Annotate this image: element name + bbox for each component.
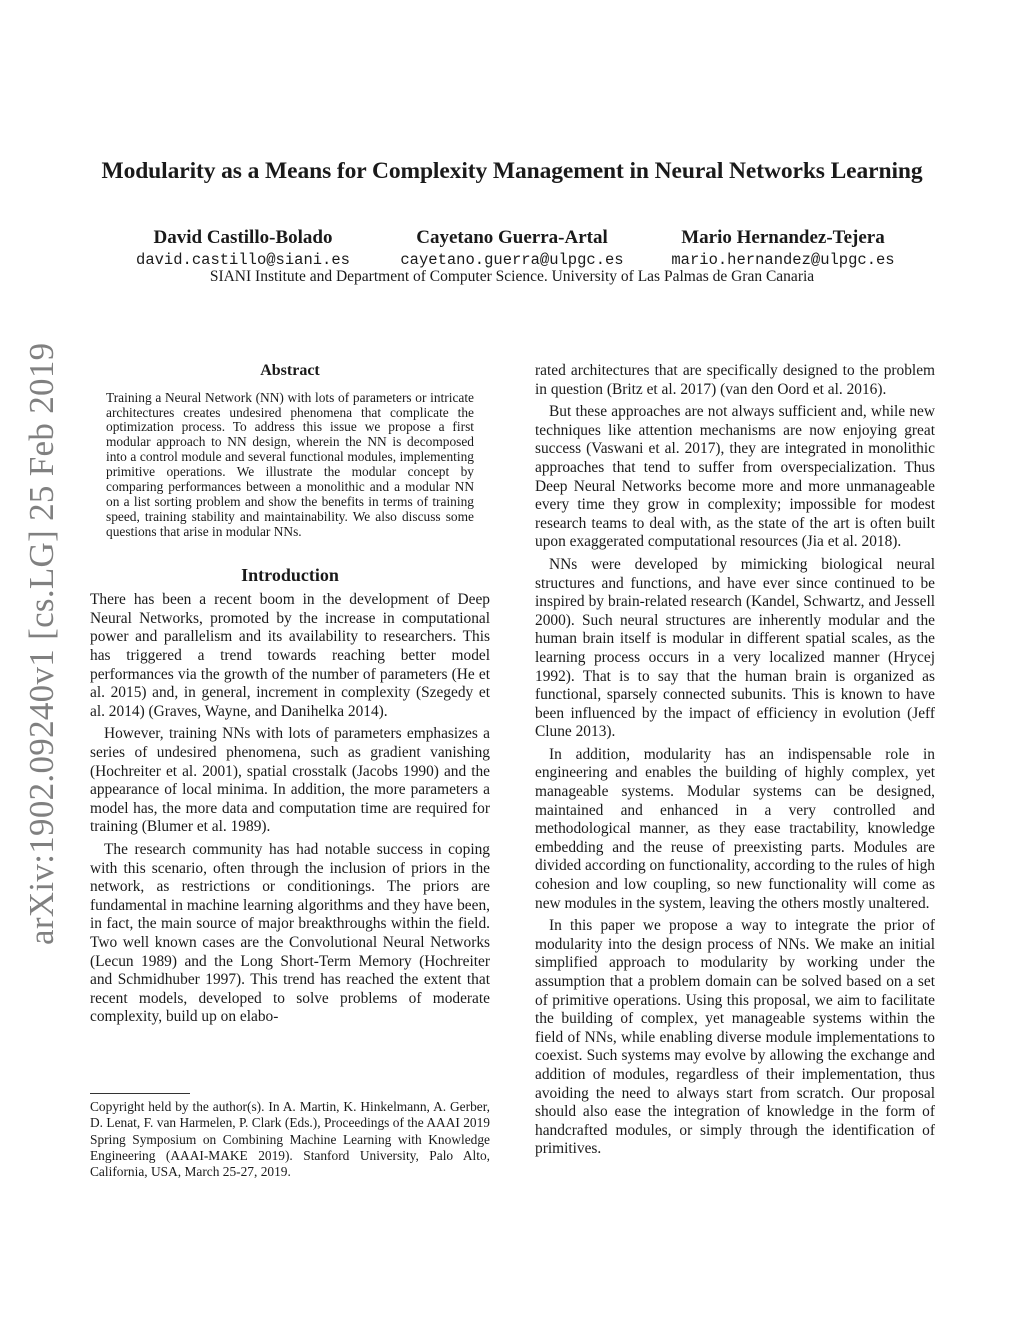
paper-title: Modularity as a Means for Complexity Management in Neural Networks Learning (101, 158, 923, 184)
author-email: cayetano.guerra@ulpgc.es (400, 251, 624, 269)
intro-paragraph: There has been a recent boom in the development of Deep Neural Networks, promoted by the increase in computational power and parallelism and its availability to researchers. This has triggered a trend towards reaching better model performances via the growth of the number of parameters (He et al. 2015) and, in general, increment in complexity (Szegedy et al. 2014) (Graves, Wayne, and Danihelka 2014). (90, 591, 490, 720)
abstract-heading: Abstract (260, 362, 320, 379)
introduction-heading: Introduction (241, 564, 339, 585)
body-paragraph: But these approaches are not always sufficient and, while new techniques like attention mechanisms are now enjoying great success (Vaswani et al. 2017), they are integrated in monolithic approaches that tend to suffer from overspecialization. Thus Deep Neural Networks become more and more unmanageable every time they grow in complexity; impossible for modest research teams to deal with, as the state of the art is often built upon exaggerated computational resources (Jia et al. 2018). (535, 403, 935, 551)
body-paragraph: NNs were developed by mimicking biological neural structures and functions, and have ever since continued to be inspired by brain-related research (Kandel, Schwartz, and Jessell 2000). Such neural structures are inherently modular and the human brain itself is modular in different spatial scales, as the learning process occurs in a very localized manner (Hrycej 1992). That is to say that the human brain is organized as functional, sparsely connected subunits. This is known to have been influenced by the impact of efficiency in evolution (Jeff Clune 2013). (535, 555, 935, 741)
author-1 (93, 227, 393, 269)
arxiv-stamp: arXiv:1902.09240v1 [cs.LG] 25 Feb 2019 (22, 342, 61, 945)
footnote-rule (90, 1093, 190, 1094)
intro-paragraph: However, training NNs with lots of parameters emphasizes a series of undesired phenomena, such as gradient vanishing (Hochreiter et al. 2001), spatial crosstalk (Jacobs 1990) and the appearance of local minima. In addition, the more parameters a model has, the more data and computation time are required for training (Blumer et al. 1989). (90, 725, 490, 836)
intro-paragraph: The research community has had notable success in coping with this scenario, often through the inclusion of priors in the network, as restrictions or conditionings. The priors are fundamental in machine learning algorithms and they have been, in fact, the main source of major breakthroughs within the field. Two well known cases are the Convolutional Neural Networks (Lecun 1989) and the Long Short-Term Memory (Hochreiter and Schmidhuber 1997). This trend has reached the extent that recent models, developed to solve problems of moderate complexity, build up on elabo- (90, 840, 490, 1026)
affiliation: SIANI Institute and Department of Computer Science. University of Las Palmas de Gran Canaria (209, 268, 815, 285)
author-email: mario.hernandez@ulpgc.es (671, 251, 895, 269)
author-2 (362, 227, 662, 269)
author-name: Cayetano Guerra-Artal (416, 227, 608, 248)
body-paragraph: rated architectures that are specifically designed to the problem in question (Britz et al. 2017) (van den Oord et al. 2016). (535, 362, 935, 398)
left-column (90, 362, 490, 1031)
copyright-footnote: Copyright held by the author(s). In A. Martin, K. Hinkelmann, A. Gerber, D. Lenat, F. van Harmelen, P. Clark (Eds.), Proceedings of the AAAI 2019 Spring Symposium on Combining Machine Learning with Knowledge Engineering (AAAI-MAKE 2019). Stanford University, Palo Alto, California, USA, March 25-27, 2019. (90, 1099, 490, 1180)
author-name: David Castillo-Bolado (153, 227, 333, 248)
author-3 (633, 227, 933, 269)
author-email: david.castillo@siani.es (136, 251, 350, 269)
body-paragraph: In this paper we propose a way to integrate the prior of modularity into the design process of NNs. We make an initial simplified approach to modularity by working under the assumption that a problem domain can be solved based on a set of primitive operations. Using this proposal, we aim to facilitate the building of complex, yet manageable systems within the field of NNs, while enabling diverse module implementations to coexist. Such systems may evolve by allowing the exchange and addition of modules, regardless of their implementation, thus avoiding the need to always start from scratch. Our proposal should also ease the integration of knowledge in the form of handcrafted modules, or simply through the identification of primitives. (535, 917, 935, 1158)
right-column (535, 362, 935, 1163)
author-name: Mario Hernandez-Tejera (681, 227, 885, 248)
abstract-text: Training a Neural Network (NN) with lots of parameters or intricate architectures creates undesired phenomena that complicate the optimization process. To address this issue we propose a first modular approach to NN design, wherein the NN is decomposed into a control module and several functional modules, implementing primitive operations. We illustrate the modular concept by comparing performances between a monolithic and a modular NN on a list sorting problem and show the benefits in terms of training speed, training stability and maintainability. We also discuss some questions that arise in modular NNs. (106, 389, 474, 539)
body-paragraph: In addition, modularity has an indispensable role in engineering and enables the building of highly complex, yet manageable systems. Modular systems can be designed, maintained and enhanced in a very controlled and methodological manner, as they ease tractability, knowledge embedding and the reuse of preexisting parts. Modules are divided according on functionality, according to the rules of high cohesion and low coupling, so new functionality will come as new modules in the system, leaving the others mostly unaltered. (535, 745, 935, 912)
